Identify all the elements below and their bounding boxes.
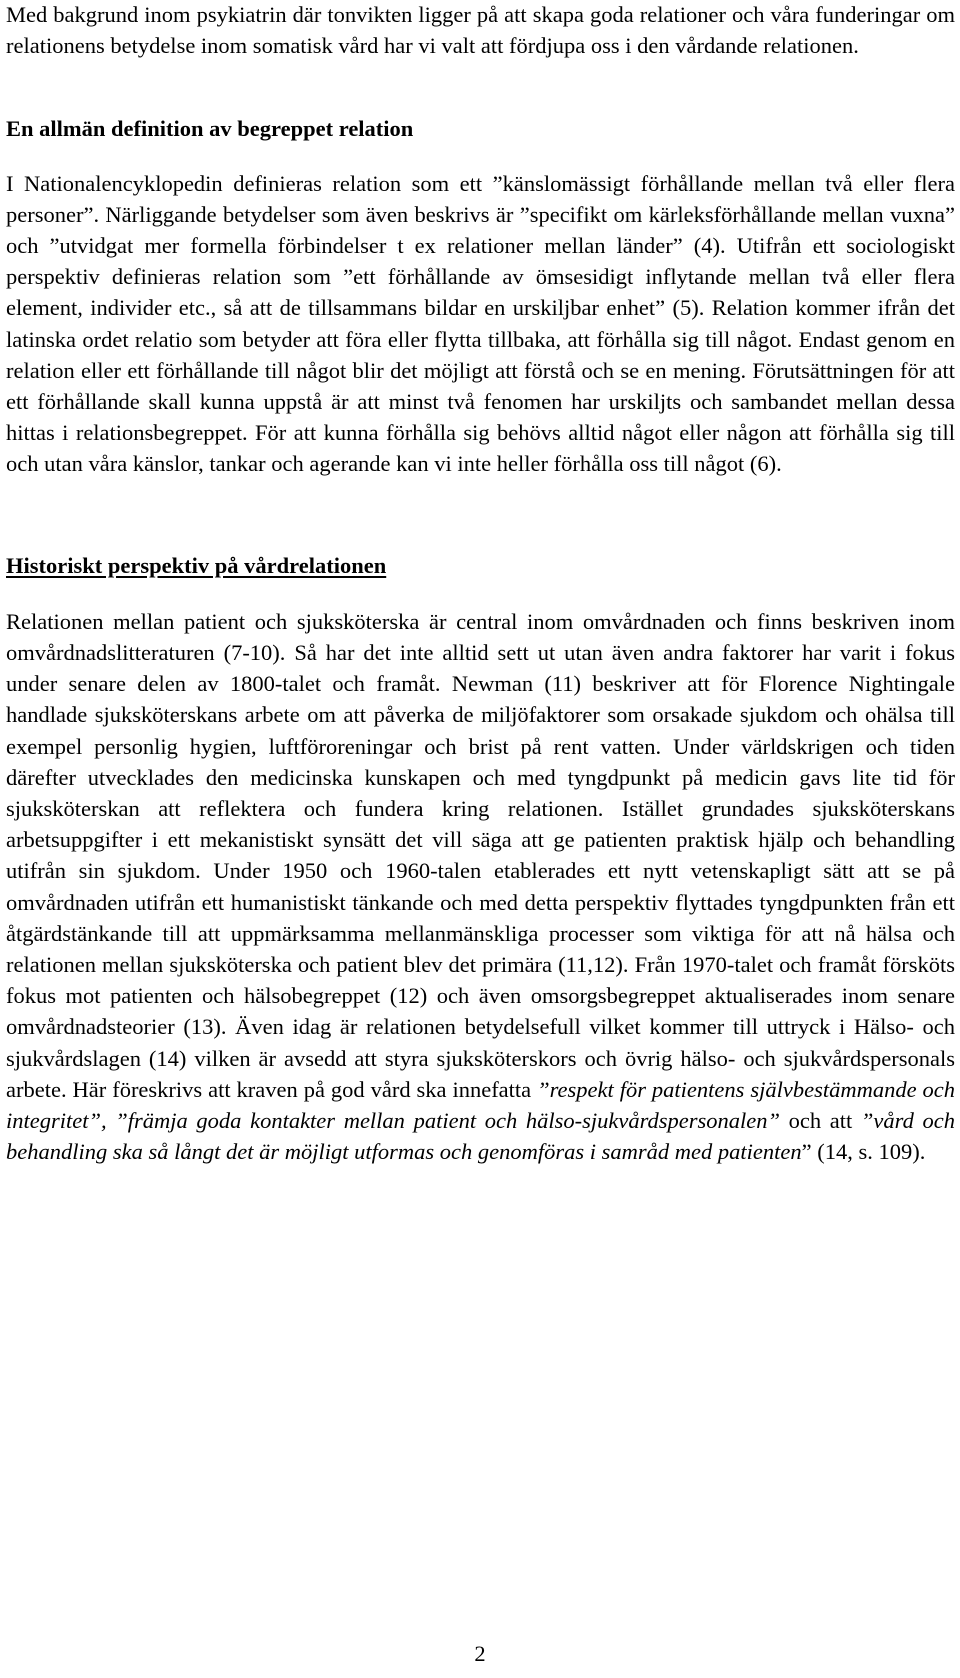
- history-heading: Historiskt perspektiv på vårdrelationen: [6, 552, 387, 578]
- history-connector: och att: [780, 1108, 861, 1134]
- page-number: 2: [474, 1641, 486, 1666]
- history-quote-1: ”respekt för patientens självbestämmande och integritet”, ”främja goda kontakter mellan patient och hälso-sjukvårdspersonalen”: [6, 1076, 955, 1134]
- history-ending: ” (14, s. 109).: [801, 1139, 926, 1165]
- definition-heading: En allmän definition av begreppet relation: [6, 116, 414, 142]
- definition-paragraph: I Nationalencyklopedin definieras relation som ett ”känslomässigt förhållande mellan två eller flera personer”. Närliggande betydelser som även beskrivs är ”specifikt om kärleksförhållande mellan vuxna” och ”utvidgat mer formella förbindelser t ex relationer mellan länder” (4). Utifrån ett sociologiskt perspektiv definieras relation som ”ett förhållande av ömsesidigt inflytande mellan två eller flera element, individer etc., så att de tillsammans bildar en urskiljbar enhet” (5). Relation kommer ifrån det latinska ordet relatio som betyder att föra eller flytta tillbaka, att förhålla sig till något. Endast genom en relation eller ett förhållande till något blir det möjligt att förstå och se en mening. Förutsättningen för att ett förhållande skall kunna uppstå är att minst två fenomen har urskiljts och sambandet mellan dessa hittas i relationsbegreppet. För att kunna förhålla sig behövs alltid något eller någon att förhålla sig till och utan våra känslor, tankar och agerande kan vi inte heller förhålla oss till något (6).: [6, 170, 955, 477]
- intro-paragraph: Med bakgrund inom psykiatrin där tonvikten ligger på att skapa goda relationer och våra funderingar om relationens betydelse inom somatisk vård har vi valt att fördjupa oss i den vårdande relationen.: [6, 2, 955, 59]
- history-text: Relationen mellan patient och sjuksköterska är central inom omvårdnaden och finns beskriven inom omvårdnadslitteraturen (7-10). Så har det inte alltid sett ut utan även andra faktorer har varit i fokus under senare delen av 1800-talet och framåt. Newman (11) beskriver att för Florence Nightingale handlade sjuksköterskans arbete om att påverka de miljöfaktorer som orsakade sjukdom och ohälsa till exempel personlig hygien, luftföroreningar och brist på rent vatten. Under världskrigen och tiden därefter utvecklades den medicinska kunskapen och med tyngdpunkt på medicin gavs lite tid för sjuksköterskan att reflektera och fundera kring relationen. Istället grundades sjuksköterskans arbetsuppgifter i ett mekanistiskt synsätt det vill säga att ge patienten praktisk hjälp och behandling utifrån sin sjukdom. Under 1950 och 1960-talen etablerades ett nytt vetenskapligt sätt att se på omvårdnaden utifrån ett humanistiskt tänkande och med detta perspektiv flyttades tyngdpunkten från ett åtgärdstänkande till att uppmärksamma mellanmänskliga processer som viktiga för att nå hälsa och relationen mellan sjuksköterska och patient blev det primära (11,12). Från 1970-talet och framåt försköts fokus mot patienten och hälsobegreppet (12) och även omsorgsbegreppet aktualiserades inom senare omvårdnadsteorier (13). Även idag är relationen betydelsefull vilket kommer till uttryck i Hälso- och sjukvårdslagen (14) vilken är avsedd att styra sjuksköterskors och övrig hälso- och sjukvårdspersonals arbete. Här föreskrivs att kraven på god vård ska innefatta: [6, 608, 955, 1102]
- history-quote-2: ”vård och behandling ska så långt det är möjligt utformas och genomföras i samråd med patienten: [6, 1108, 955, 1165]
- page-content: [6, 0, 955, 1168]
- history-paragraph: [6, 606, 955, 1168]
